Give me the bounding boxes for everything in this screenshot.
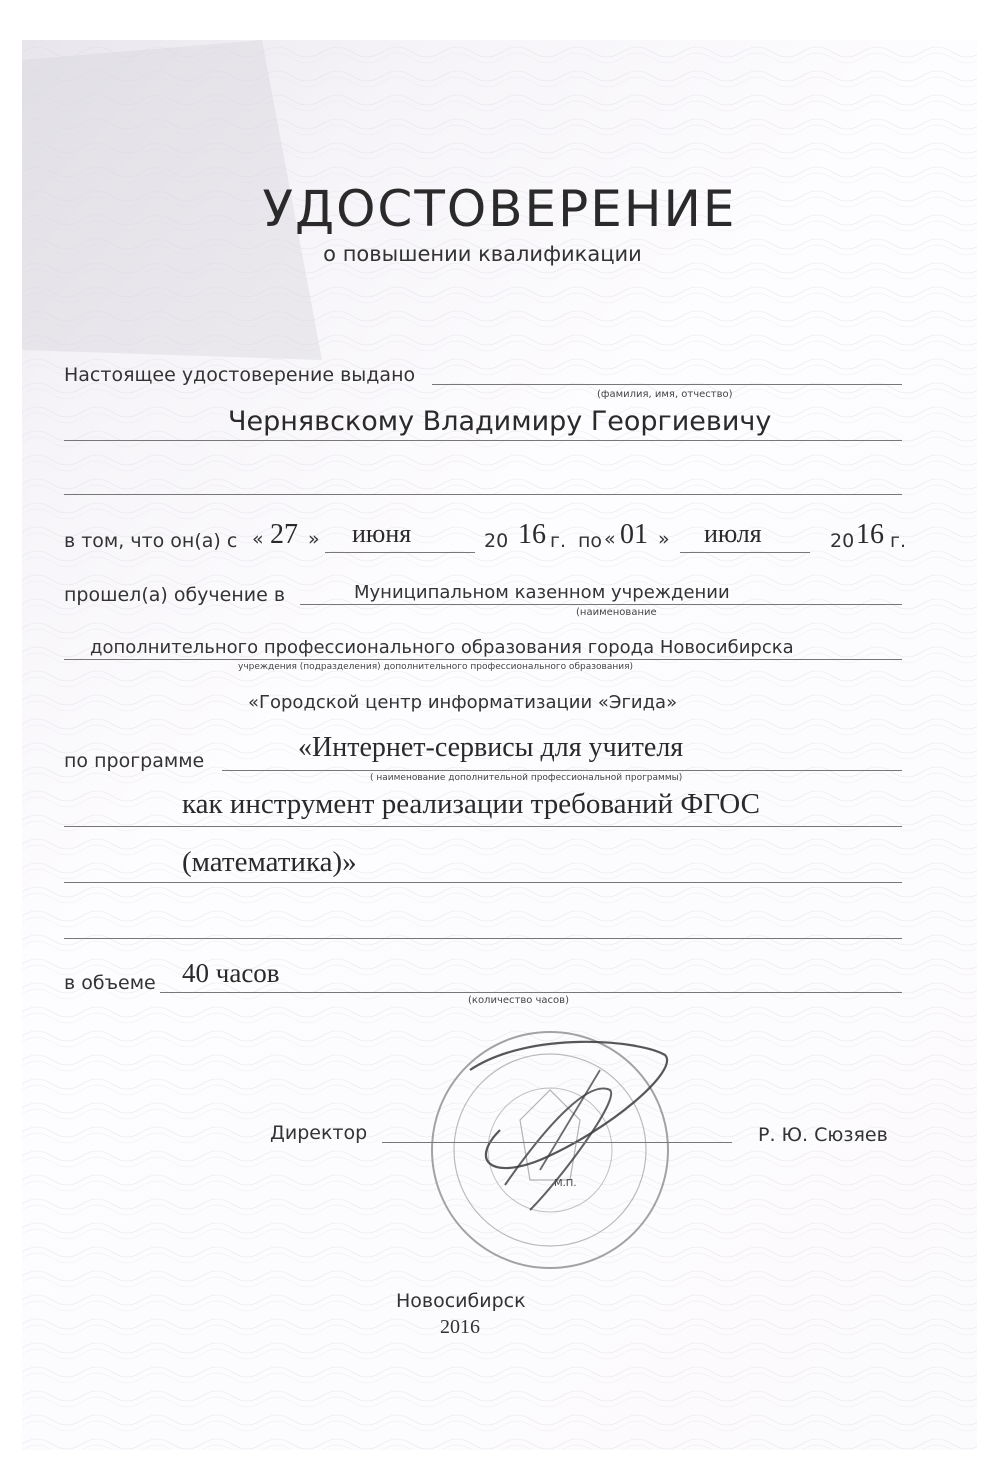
quote-open-1: « bbox=[252, 528, 264, 550]
program-label: по программе bbox=[64, 750, 205, 772]
to-year-prefix: 20 bbox=[830, 530, 855, 552]
program-line-3-rule bbox=[64, 882, 902, 883]
program-line-3: (математика)» bbox=[182, 846, 357, 878]
program-line-4-rule bbox=[64, 938, 902, 939]
recipient-line bbox=[64, 440, 902, 441]
to-month: июля bbox=[704, 519, 762, 548]
quote-open-2: « bbox=[604, 528, 616, 550]
to-month-line bbox=[680, 552, 810, 553]
from-year-prefix: 20 bbox=[484, 530, 509, 552]
city: Новосибирск bbox=[396, 1290, 526, 1312]
to-label: по bbox=[578, 530, 603, 552]
volume-hint: (количество часов) bbox=[468, 995, 569, 1006]
program-line-1: «Интернет-сервисы для учителя bbox=[298, 732, 684, 763]
signature-stroke bbox=[470, 1042, 667, 1168]
period-suffix: г. bbox=[890, 530, 907, 552]
from-year: 16 bbox=[518, 519, 546, 550]
issued-line bbox=[432, 384, 902, 385]
org-line-2: дополнительного профессионального образования города Новосибирска bbox=[90, 637, 794, 658]
quote-close-2: » bbox=[658, 528, 670, 550]
volume-value: 40 часов bbox=[182, 958, 280, 988]
org-line-2-rule bbox=[64, 659, 902, 660]
recipient-line-2 bbox=[64, 494, 902, 495]
director-name: Р. Ю. Сюзяев bbox=[758, 1124, 888, 1146]
program-line-2-rule bbox=[64, 826, 902, 827]
year: 2016 bbox=[440, 1316, 480, 1338]
signature-line bbox=[382, 1142, 732, 1143]
org-hint-1: (наименование bbox=[576, 607, 657, 618]
study-label: прошел(а) обучение в bbox=[64, 584, 286, 606]
document-subtitle: о повышении квалификации bbox=[323, 242, 642, 266]
org-line-1: Муниципальном казенном учреждении bbox=[354, 582, 730, 603]
volume-label: в объеме bbox=[64, 972, 156, 994]
quote-close-1: » bbox=[308, 528, 320, 550]
volume-line bbox=[160, 992, 902, 993]
document-title: УДОСТОВЕРЕНИЕ bbox=[262, 180, 737, 238]
to-year: 16 bbox=[856, 519, 884, 550]
from-month: июня bbox=[352, 519, 412, 548]
org-hint-2: учреждения (подразделения) дополнительного профессионального образования) bbox=[238, 662, 633, 672]
stamp-mark: М.П. bbox=[554, 1178, 577, 1189]
from-day: 27 bbox=[270, 519, 298, 550]
recipient-name: Чернявскому Владимиру Георгиевичу bbox=[228, 406, 772, 437]
from-month-line bbox=[325, 552, 475, 553]
program-line-1-rule bbox=[222, 770, 902, 771]
seal-stamp bbox=[410, 1010, 700, 1290]
name-hint: (фамилия, имя, отчество) bbox=[597, 389, 733, 400]
to-day: 01 bbox=[620, 519, 648, 550]
org-line-1-rule bbox=[300, 604, 902, 605]
org-line-3: «Городской центр информатизации «Эгида» bbox=[248, 692, 678, 713]
from-year-suffix: г. bbox=[550, 530, 567, 552]
issued-label: Настоящее удостоверение выдано bbox=[64, 364, 416, 386]
program-line-2: как инструмент реализации требований ФГОС bbox=[182, 788, 760, 820]
program-hint: ( наименование дополнительной профессиональной программы) bbox=[370, 773, 683, 783]
period-prefix: в том, что он(а) с bbox=[64, 530, 238, 552]
director-label: Директор bbox=[270, 1122, 368, 1144]
